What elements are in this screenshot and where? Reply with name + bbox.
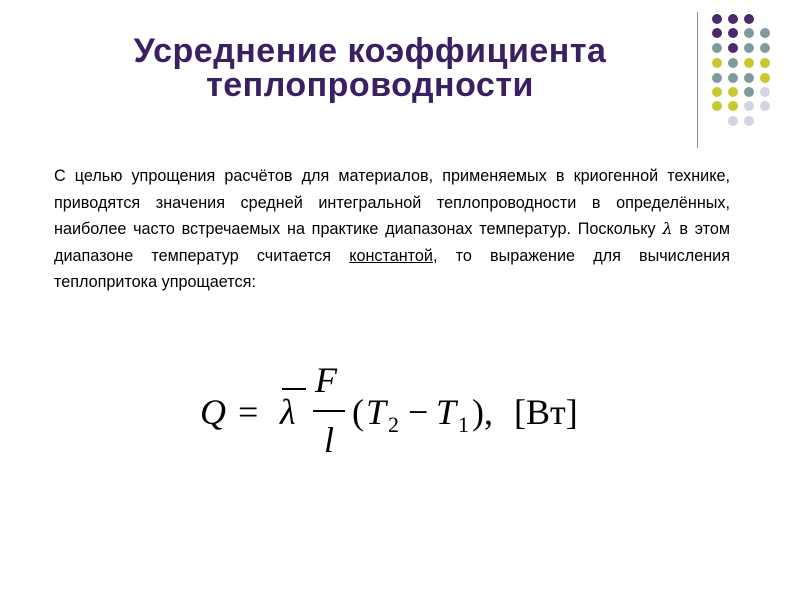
decorative-dot [760,28,770,38]
formula-equals: = [238,392,259,432]
decorative-dot [760,58,770,68]
decorative-dot [712,43,722,53]
decorative-dot [712,87,722,97]
formula-t1-subscript: 1 [458,412,469,437]
formula-denominator: l [324,420,335,460]
decorative-dot [712,73,722,83]
decorative-dot [760,101,770,111]
formula-t2: T [366,392,387,432]
lambda-overbar [282,388,306,390]
decorative-dot [728,28,738,38]
decorative-dot [744,28,754,38]
formula-close-paren: ), [472,392,493,432]
formula-lambda: λ [280,392,296,432]
decorative-dot [744,101,754,111]
decorative-dot [728,101,738,111]
decorative-dot [712,14,722,24]
decorative-dot [728,58,738,68]
decorative-dot [744,58,754,68]
decorative-dot-grid [0,0,800,140]
decorative-dot [744,43,754,53]
formula-minus: − [408,392,429,432]
decorative-dot [728,43,738,53]
decorative-dot [760,73,770,83]
body-paragraph [54,163,730,296]
formula-q: Q [200,392,226,432]
fraction-bar [313,410,345,412]
decorative-dot [728,87,738,97]
decorative-dot [744,87,754,97]
body-text-2: в этом диапазоне температур считается [54,220,730,265]
decorative-dot [712,58,722,68]
formula-t1: T [436,392,457,432]
body-text-1: С целью упрощения расчётов для материалов, применяемых в криогенной технике, приводятся значения средней интегральной теплопроводности в определённых, наиболее часто встречаемых на практике диапазонах температур. Поскольку [54,167,730,239]
title-line-2: теплопроводности [206,66,534,104]
title-line-1: Усреднение коэффициента [133,32,607,70]
decorative-dot [728,14,738,24]
heat-inflow-formula [200,362,620,472]
decorative-dot [728,73,738,83]
formula-unit: [Вт] [514,392,578,432]
decorative-dot [728,116,738,126]
lambda-symbol: λ [662,219,673,239]
body-text-3: , то выражение для вычисления теплопритока упрощается: [54,246,730,292]
constant-link[interactable]: константой [349,246,433,265]
formula-open-paren: ( [352,392,364,432]
formula-t2-subscript: 2 [388,412,399,437]
decorative-dot [744,14,754,24]
decorative-dot [744,116,754,126]
formula-numerator: F [315,360,337,400]
decorative-dot [712,101,722,111]
decorative-dot [712,28,722,38]
decorative-dot [744,73,754,83]
decorative-dot [760,87,770,97]
decorative-dot [760,43,770,53]
